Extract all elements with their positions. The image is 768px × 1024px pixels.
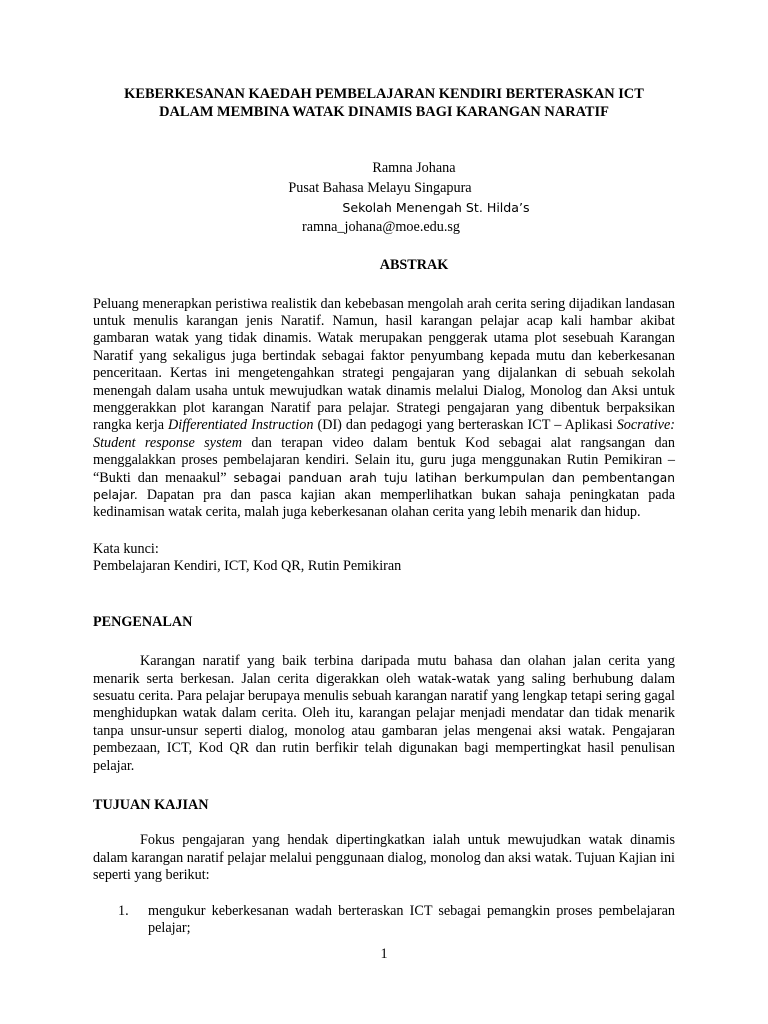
paper-title xyxy=(93,86,675,121)
author-block xyxy=(93,159,675,237)
abstract-text-1: Peluang menerapkan peristiwa realistik dan kebebasan mengolah arah cerita sering dijadikan landasan untuk menulis karangan jenis Naratif. Namun, hasil karangan pelajar acap kali hambar akibat gambaran watak yang tidak dinamis. Watak merupakan penggerak utama plot sesebuah Karangan Naratif yang sekaligus juga bertindak sebagai faktor penyumbang kepada mutu dan keberkesanan penceritaan. Kertas ini mengetengahkan strategi pengajaran yang dijalankan di sebuah sekolah menengah dalam usaha untuk mewujudkan watak dinamis melalui Dialog, Monolog dan Aksi untuk menggerakkan plot karangan Naratif para pelajar. Strategi pengajaran yang dibentuk berpaksikan rangka kerja xyxy=(93,295,675,434)
abstract-text-4: Dapatan pra dan pasca kajian akan memperlihatkan bukan sahaja peningkatan pada kedinamisan watak cerita, malah juga keberkesanan olahan cerita yang lebih menarik dan hidup. xyxy=(93,487,675,521)
paper-page xyxy=(93,86,675,937)
abstract-text-sans: sebagai panduan arah tuju latihan berkumpulan dan pembentangan pelajar. xyxy=(93,470,676,503)
abstract-italic-socrative: Socrative: Student response system xyxy=(93,417,675,451)
aims-paragraph: Fokus pengajaran yang hendak dipertingkatkan ialah untuk mewujudkan watak dinamis dalam karangan naratif pelajar melalui penggunaan dialog, monolog dan aksi watak. Tujuan Kajian ini seperti yang berikut: xyxy=(93,832,675,884)
author-email: ramna_johana@moe.edu.sg xyxy=(301,218,461,235)
page-number: 1 xyxy=(380,946,388,962)
abstract-heading: ABSTRAK xyxy=(379,257,449,274)
keywords-block xyxy=(93,541,675,576)
intro-heading: PENGENALAN xyxy=(93,613,193,630)
title-line-1: KEBERKESANAN KAEDAH PEMBELAJARAN KENDIRI BERTERASKAN ICT xyxy=(124,86,644,102)
abstract-text-3: dan terapan video dalam bentuk Kod sebagai alat rangsangan dan menggalakkan proses pembelajaran kendiri. Selain itu, guru juga menggunakan Rutin Pemikiran – “Bukti dan menaakul” xyxy=(93,434,675,486)
author-school: Sekolah Menengah St. Hilda’s xyxy=(342,200,530,216)
author-name: Ramna Johana xyxy=(372,160,456,177)
abstract-body xyxy=(93,296,675,522)
keywords-label: Kata kunci: xyxy=(93,540,159,557)
aims-list xyxy=(93,903,675,938)
aims-heading: TUJUAN KAJIAN xyxy=(93,796,209,813)
keywords-list: Pembelajaran Kendiri, ICT, Kod QR, Rutin Pemikiran xyxy=(93,558,402,575)
abstract-italic-di: Differentiated Instruction xyxy=(168,417,314,434)
author-organization: Pusat Bahasa Melayu Singapura xyxy=(288,179,472,196)
list-item-number: 1. xyxy=(118,902,129,919)
list-item xyxy=(93,903,675,938)
abstract-text-2: (DI) dan pedagogi yang berteraskan ICT – Aplikasi xyxy=(317,417,613,434)
title-line-2: DALAM MEMBINA WATAK DINAMIS BAGI KARANGAN NARATIF xyxy=(159,103,609,120)
intro-paragraph: Karangan naratif yang baik terbina daripada mutu bahasa dan olahan jalan cerita yang menarik serta berkesan. Jalan cerita digerakkan oleh watak-watak yang saling berhubung dalam sesuatu cerita. Para pelajar berupaya menulis sebuah karangan naratif yang lengkap tetapi sering gagal menghidupkan watak dalam cerita. Oleh itu, karangan pelajar menjadi mendatar dan tidak menarik tanpa unsur-unsur seperti dialog, monolog atau gambaran jelas mengenai aksi watak. Pengajaran pembezaan, ICT, Kod QR dan rutin berfikir telah digunakan bagi mempertingkat hasil penulisan pelajar. xyxy=(93,653,675,774)
list-item-text: mengukur keberkesanan wadah berteraskan ICT sebagai pemangkin proses pembelajaran pelajar; xyxy=(148,902,675,936)
